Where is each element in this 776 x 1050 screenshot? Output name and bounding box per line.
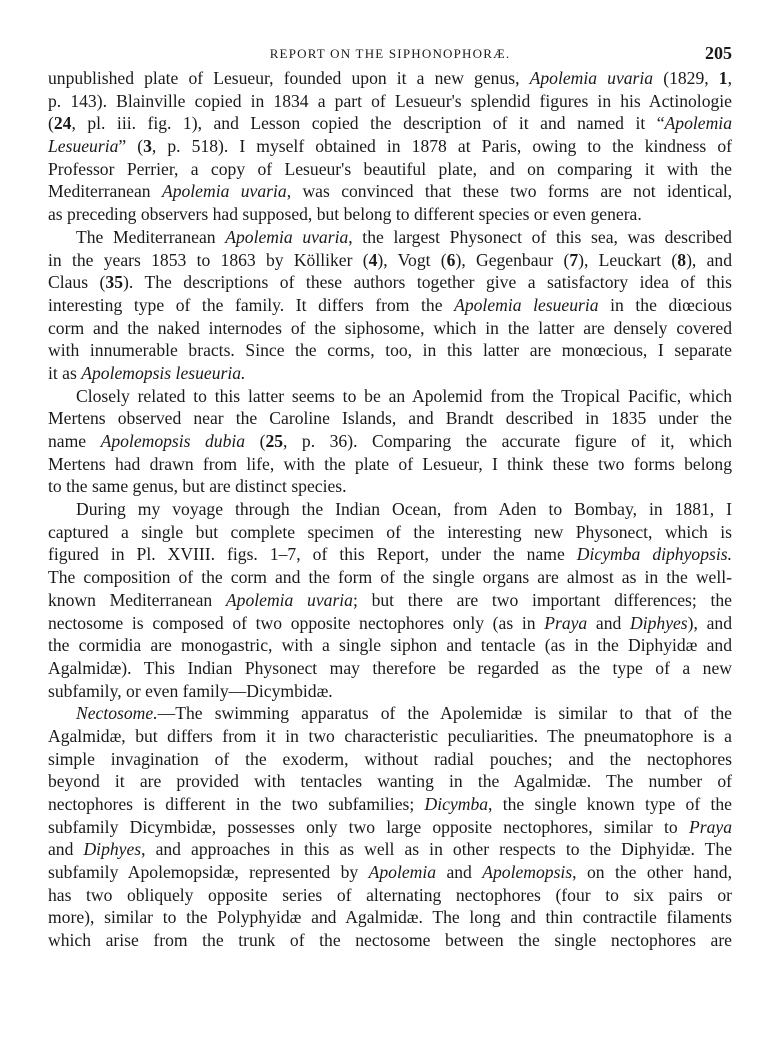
text-run: ). The descriptions of these authors together give a satisfactory idea of this — [123, 272, 732, 293]
text-run: ), Leuckart ( — [578, 249, 678, 270]
italic-text: Praya — [689, 816, 732, 837]
text-run: ; but there are two important differences; the — [352, 589, 732, 610]
text-line — [48, 339, 732, 362]
text-run: nectosome is composed of two opposite nectophores only (as in — [48, 612, 545, 633]
italic-text: Apolemia uvaria — [161, 181, 287, 202]
text-line — [48, 135, 732, 158]
text-line — [48, 90, 732, 113]
italic-text: Nectosome. — [76, 703, 158, 724]
text-run: , on the other hand, — [572, 862, 732, 883]
text-run: Claus ( — [48, 272, 106, 293]
text-run: captured a single but complete specimen of the interesting new Physonect, which is — [48, 521, 732, 542]
text-run: , p. 36). Comparing the accurate figure of it, which — [283, 431, 732, 451]
text-line — [48, 725, 732, 748]
text-line — [48, 362, 732, 385]
text-run: ), Gegenbaur ( — [455, 249, 570, 270]
text-line — [48, 180, 732, 203]
text-run: ), and — [687, 612, 732, 633]
paragraph — [48, 498, 732, 702]
bold-reference: 3 — [143, 136, 152, 157]
text-line — [48, 67, 732, 90]
text-run: , — [727, 68, 732, 88]
text-run: beyond it are provided with tentacles wanting in the Agalmidæ. The number of — [48, 771, 732, 792]
text-line — [48, 430, 732, 453]
text-line — [48, 612, 732, 635]
text-run: subfamily Apolemopsidæ, represented by — [48, 862, 369, 883]
text-line — [48, 521, 732, 544]
text-run: The Mediterranean — [76, 226, 226, 247]
text-line — [48, 816, 732, 839]
text-run: to the same genus, but are distinct species. — [48, 476, 347, 497]
bold-reference: 7 — [569, 249, 579, 270]
paragraph — [48, 385, 732, 498]
italic-text: Apolemia lesueuria — [454, 294, 599, 315]
text-run: Agalmidæ, but differs from it in two characteristic peculiarities. The pneumatophore is a — [48, 725, 732, 746]
italic-text: Apolemopsis dubia — [100, 431, 246, 451]
italic-text: Praya — [544, 612, 588, 633]
text-run: ), and — [686, 249, 733, 270]
text-run: Closely related to this latter seems to be an Apolemid from the Tropical Pacific, which — [76, 385, 732, 406]
text-run: known Mediterranean — [48, 589, 226, 610]
bold-reference: 8 — [677, 249, 687, 270]
italic-text: Apolemia — [368, 862, 437, 883]
bold-reference: 6 — [446, 249, 456, 270]
paragraph — [48, 702, 732, 952]
text-line — [48, 793, 732, 816]
text-line — [48, 702, 732, 725]
paragraph — [48, 226, 732, 385]
paragraph — [48, 67, 732, 226]
text-run: unpublished plate of Lesueur, founded upon it a new genus, — [48, 68, 530, 88]
text-line — [48, 680, 732, 703]
text-run: ( — [48, 113, 54, 134]
text-run: interesting type of the family. It differs from the — [48, 294, 455, 315]
italic-text: Apolemia uvaria — [225, 226, 349, 247]
italic-text: Dicymba diphyopsis. — [576, 544, 732, 565]
bold-reference: 1 — [718, 68, 728, 88]
text-run: and — [436, 862, 483, 883]
bold-reference: 25 — [265, 431, 284, 451]
text-run: which arise from the trunk of the nectosome between the single nectophores are — [48, 930, 732, 951]
text-line — [48, 929, 732, 952]
text-run: nectophores is different in the two subfamilies; — [48, 794, 425, 814]
text-line — [48, 317, 732, 340]
text-run: more), similar to the Polyphyidæ and Agalmidæ. The long and thin contractile filaments — [48, 907, 732, 928]
text-line — [48, 543, 732, 566]
text-run: , the single known type of the — [488, 794, 732, 814]
text-run: ( — [245, 431, 266, 451]
text-line — [48, 838, 732, 861]
text-run: Agalmidæ). This Indian Physonect may therefore be regarded as the type of a new — [48, 657, 732, 678]
text-line — [48, 249, 732, 272]
text-run: simple invagination of the exoderm, without radial pouches; and the nectophores — [48, 748, 732, 769]
text-line — [48, 861, 732, 884]
running-title: REPORT ON THE SIPHONOPHORÆ. — [269, 46, 511, 61]
italic-text: Apolemia — [664, 113, 732, 134]
text-run: , was convinced that these two forms are not identical, — [286, 181, 732, 202]
text-line — [48, 498, 732, 521]
text-line — [48, 158, 732, 181]
text-line — [48, 112, 732, 135]
text-line — [48, 475, 732, 498]
text-run: , p. 518). I myself obtained in 1878 at Paris, owing to the kindness of — [151, 136, 732, 157]
text-run: Mertens observed near the Caroline Islands, and Brandt described in 1835 under the — [48, 408, 732, 429]
page-number: 205 — [705, 43, 732, 63]
text-run: with innumerable bracts. Since the corms, too, in this latter are monœcious, I separate — [48, 340, 732, 361]
text-run: Mertens had drawn from life, with the plate of Lesueur, I think these two forms belong — [48, 453, 732, 474]
text-run: ” ( — [118, 136, 144, 157]
bold-reference: 35 — [105, 272, 124, 293]
text-line — [48, 770, 732, 793]
text-run: The composition of the corm and the form of the single organs are almost as in the well- — [48, 567, 732, 588]
italic-text: Lesueuria — [48, 136, 119, 157]
text-run: —The swimming apparatus of the Apolemidæ is similar to that of the — [157, 703, 732, 724]
text-run: subfamily Dicymbidæ, possesses only two large opposite nectophores, similar to — [48, 816, 689, 837]
text-run: name — [48, 431, 101, 451]
text-line — [48, 294, 732, 317]
italic-text: Diphyes — [83, 839, 142, 860]
text-run: Mediterranean — [48, 181, 162, 202]
text-line — [48, 566, 732, 589]
text-run: , the largest Physonect of this sea, was described — [348, 226, 732, 247]
text-run: During my voyage through the Indian Ocean, from Aden to Bombay, in 1881, I — [76, 499, 732, 520]
text-line — [48, 385, 732, 408]
text-line — [48, 271, 732, 294]
italic-text: Apolemopsis lesueuria. — [81, 362, 246, 383]
text-run: in the diœcious — [598, 294, 733, 315]
bold-reference: 24 — [53, 113, 72, 134]
text-line — [48, 748, 732, 771]
text-run: ), Vogt ( — [377, 249, 447, 270]
text-line — [48, 226, 732, 249]
text-run: it as — [48, 362, 82, 383]
text-run: Professor Perrier, a copy of Lesueur's beautiful plate, and on comparing it with the — [48, 158, 732, 179]
text-run: and — [48, 839, 84, 860]
italic-text: Apolemia uvaria — [225, 589, 353, 610]
text-run: p. 143). Blainville copied in 1834 a part of Lesueur's splendid figures in his Actinologie — [48, 90, 732, 111]
text-run: as preceding observers had supposed, but belong to different species or even genera. — [48, 204, 642, 225]
text-run: corm and the naked internodes of the siphosome, which in the latter are densely covered — [48, 317, 732, 338]
text-run: the cormidia are monogastric, with a single siphon and tentacle (as in the Diphyidæ and — [48, 635, 732, 656]
running-header — [48, 43, 732, 65]
text-line — [48, 453, 732, 476]
text-run: , and approaches in this as well as in other respects to the Diphyidæ. The — [141, 839, 732, 860]
italic-text: Dicymba — [424, 794, 489, 814]
text-run: has two obliquely opposite series of alternating nectophores (four to six pairs or — [48, 884, 732, 905]
italic-text: Apolemia uvaria — [529, 68, 654, 88]
bold-reference: 4 — [368, 249, 378, 270]
italic-text: Apolemopsis — [482, 862, 573, 883]
body-text — [48, 67, 732, 952]
italic-text: Diphyes — [630, 612, 688, 633]
text-line — [48, 657, 732, 680]
text-run: (1829, — [653, 68, 719, 88]
text-line — [48, 634, 732, 657]
text-line — [48, 407, 732, 430]
text-line — [48, 906, 732, 929]
text-line — [48, 589, 732, 612]
text-run: , pl. iii. fig. 1), and Lesson copied the description of it and named it “ — [71, 113, 665, 134]
text-run: and — [587, 612, 630, 633]
text-run: figured in Pl. XVIII. figs. 1–7, of this Report, under the name — [48, 544, 577, 565]
text-line — [48, 884, 732, 907]
text-run: in the years 1853 to 1863 by Kölliker ( — [48, 249, 369, 270]
text-run: subfamily, or even family—Dicymbidæ. — [48, 680, 333, 701]
text-line — [48, 203, 732, 226]
